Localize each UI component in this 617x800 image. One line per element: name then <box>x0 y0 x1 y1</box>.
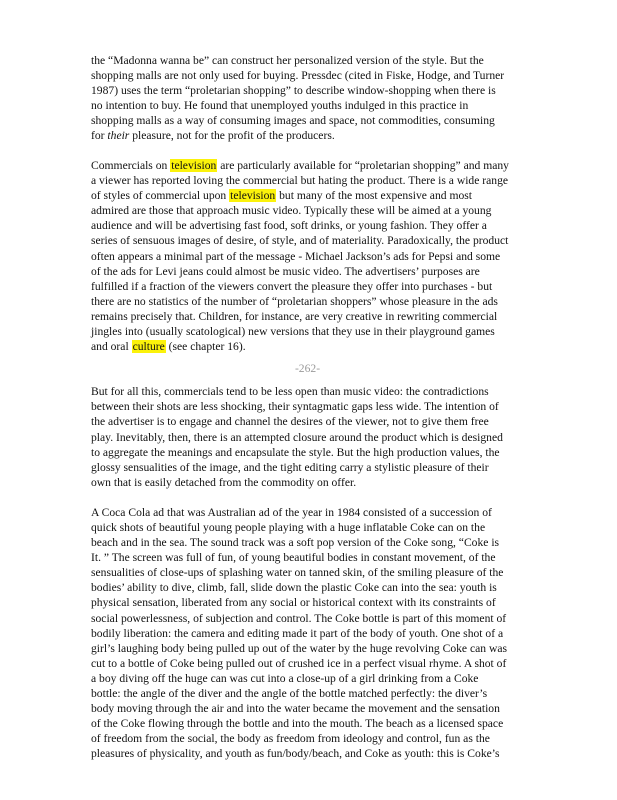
body-text <box>91 53 524 761</box>
text-run: pleasure, not for the profit of the producers. <box>129 129 335 143</box>
text-line: jingles into (usually scatological) new versions that they use in their playground games <box>91 325 495 339</box>
text-line: girl’s laughing body being pulled up out of the water by the huge revolving Coke can was <box>91 641 507 655</box>
paragraph-2 <box>91 158 524 354</box>
text-line: glossy sensualities of the image, and the tight editing carry a stylistic pleasure of their <box>91 460 489 474</box>
paragraph-3 <box>91 384 524 490</box>
text-run: but many of the most expensive and most <box>276 189 472 203</box>
text-line <box>91 339 524 354</box>
text-line: 1987) uses the term “proletarian shopping” to describe window-shopping when there is <box>91 84 496 98</box>
text-line: quick shots of beautiful young people playing with a huge inflatable Coke can on the <box>91 520 486 534</box>
text-line: no intention to buy. He found that unemployed youths indulged in this practice in <box>91 99 469 113</box>
text-line: series of sensuous images of desire, of style, and of materiality. Paradoxically, the product <box>91 234 509 248</box>
text-line: of the Coke flowing through the bottle and into the mouth. The beach as a licensed space <box>91 717 504 731</box>
text-line: sensualities of close-ups of splashing water on tanned skin, of the smiling pleasure of the <box>91 566 504 580</box>
text-run: for <box>91 129 108 143</box>
text-line: often appears a minimal part of the message - Michael Jackson’s ads for Pepsi and some <box>91 249 501 263</box>
text-line: bodily liberation: the camera and editing made it part of the body of youth. One shot of a <box>91 626 504 640</box>
text-line: a viewer has reported loving the commercial but hating the product. There is a wide range <box>91 174 509 188</box>
text-run: and oral <box>91 340 132 354</box>
text-line: shopping malls as a way of consuming images and space, not commodities, consuming <box>91 114 495 128</box>
highlight-television[interactable]: television <box>171 159 217 172</box>
paragraph-4 <box>91 505 524 762</box>
paragraph-gap <box>91 490 524 505</box>
text-line: bottle: the angle of the diver and the angle of the bottle matched perfectly: the diver’s <box>91 687 488 700</box>
text-line: to aggregate the meanings and encapsulate the style. But the high production values, the <box>91 445 500 459</box>
highlight-television[interactable]: television <box>230 189 276 203</box>
text-line: physical sensation, liberated from any social or historical context with its constraints of <box>91 596 496 610</box>
text-line <box>91 128 524 143</box>
text-line: bodies’ ability to dive, climb, fall, slide down the plastic Coke can into the sea: youth is <box>91 581 497 595</box>
text-line: audience and will be advertising fast food, soft drinks, or young fashion. They offer a <box>91 219 487 233</box>
text-line: between their shots are less shocking, their syntagmatic gaps less wide. The intention of <box>91 400 499 414</box>
text-run: (see chapter 16). <box>165 340 246 354</box>
text-line <box>91 158 524 173</box>
text-line: cut to a bottle of Coke being pulled out of crushed ice in a perfect visual rhyme. A shot of <box>91 656 507 670</box>
paragraph-1 <box>91 53 524 143</box>
text-line <box>91 188 524 203</box>
text-line: play. Inevitably, then, there is an attempted closure around the product which is designed <box>91 430 503 444</box>
text-line: remains precisely that. Children, for instance, are very creative in rewriting commercial <box>91 309 498 323</box>
emphasis-their: their <box>107 129 130 143</box>
paragraph-gap <box>91 143 524 158</box>
text-run: are particularly available for “proletarian shopping” and many <box>217 159 509 172</box>
text-line: fulfilled if a fraction of the viewers convert the pleasure they offer into purchases - but <box>91 279 493 293</box>
text-line: own that is easily detached from the commodity on offer. <box>91 475 357 489</box>
page-number: -262- <box>294 362 321 376</box>
text-line: It. ” The screen was full of fun, of young beautiful bodies in constant movement, of the <box>91 551 496 565</box>
text-line: the “Madonna wanna be” can construct her personalized version of the style. But the <box>91 54 484 67</box>
text-line: of the ads for Levi jeans could almost be music video. The advertisers’ purposes are <box>91 264 480 278</box>
text-line: the advertiser is to engage and channel the desires of the viewer, not to give them free <box>91 415 489 429</box>
text-line: beach and in the sea. The sound track was a soft pop version of the Coke song, “Coke is <box>91 536 500 550</box>
text-run: of styles of commercial upon <box>91 189 230 203</box>
text-line: a boy diving off the huge can was cut into a close-up of a girl drinking from a Coke <box>91 671 479 685</box>
text-line: there are no statistics of the number of “proletarian shoppers” whose pleasure in the ads <box>91 294 498 308</box>
text-line: shopping malls are not only used for buying. Pressdec (cited in Fiske, Hodge, and Turner <box>91 69 505 83</box>
text-line: body moving through the air and into the water became the movement and the sensation <box>91 702 500 716</box>
text-run: Commercials on <box>91 159 171 172</box>
text-line: admired are those that approach music video. Typically these will be aimed at a young <box>91 204 492 218</box>
text-line: of freedom from the social, the body as freedom from ideology and control, fun as the <box>91 732 490 746</box>
text-line: social powerlessness, of subjection and control. The Coke bottle is part of this moment of <box>91 611 507 625</box>
highlight-culture[interactable]: culture <box>132 340 165 354</box>
text-line: But for all this, commercials tend to be less open than music video: the contradictions <box>91 385 489 399</box>
text-line: A Coca Cola ad that was Australian ad of the year in 1984 consisted of a succession of <box>91 505 492 519</box>
text-line: pleasures of physicality, and youth as fun/body/beach, and Coke as youth: this is Coke’s <box>91 747 500 761</box>
